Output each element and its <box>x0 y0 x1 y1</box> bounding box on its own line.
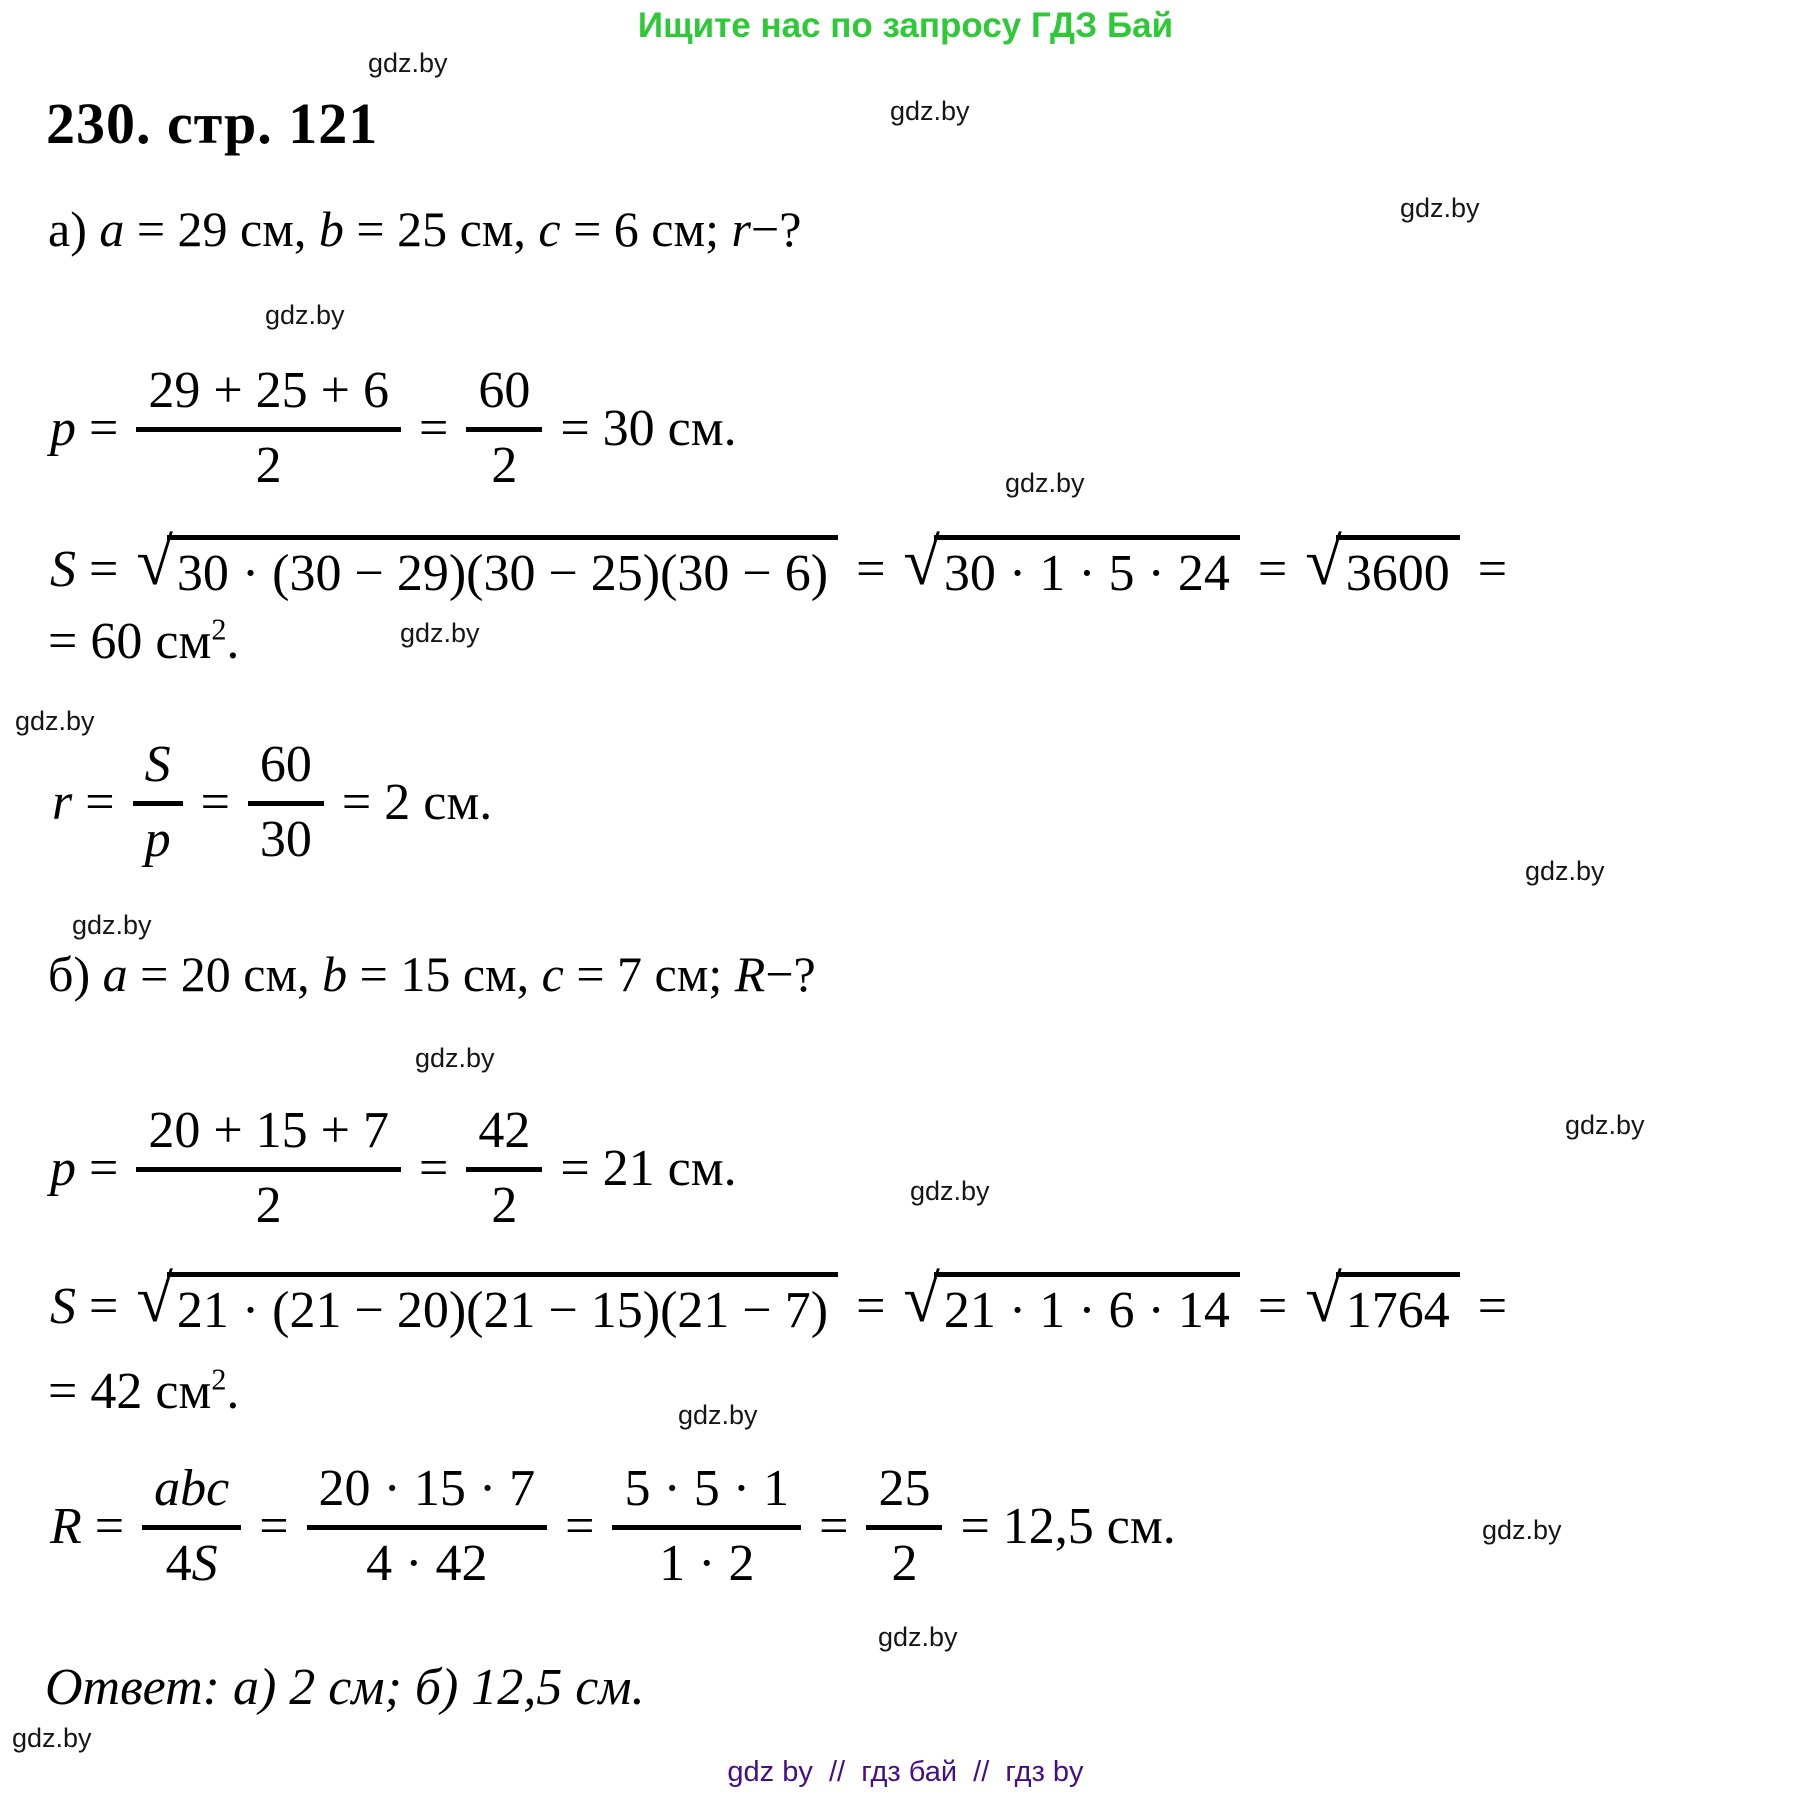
radical-sign: √ <box>903 526 940 599</box>
fraction <box>612 1460 801 1592</box>
formula-area-a-result: = 60 $см^2$. <box>48 612 240 670</box>
fraction <box>307 1460 548 1592</box>
numerator: 25 <box>866 1460 942 1530</box>
equals-sign: = <box>200 773 230 831</box>
denominator: 1 · 2 <box>659 1535 755 1593</box>
equals-sign: = <box>1257 540 1288 598</box>
numerator: S <box>133 736 183 806</box>
square-root <box>136 1263 838 1341</box>
formula-semiperimeter-a <box>50 362 737 494</box>
formula-area-a <box>50 526 1508 604</box>
formula-inradius-a <box>52 736 492 868</box>
denominator: p <box>144 811 171 869</box>
math-lead: p = <box>50 1139 119 1197</box>
numerator: 5 · 5 · 1 <box>612 1460 801 1530</box>
math-result: = 2 см. <box>341 773 493 831</box>
denominator: 4 · 42 <box>366 1535 488 1593</box>
numerator: 60 <box>248 736 324 806</box>
math-result: = 30 см. <box>560 399 737 457</box>
equals-sign: = <box>418 399 449 457</box>
math-lead: p = <box>50 399 119 457</box>
answer-line: Ответ: а) 2 см; б) 12,5 см. <box>45 1659 645 1716</box>
formula-area-b-result: = 42 $см^2$. <box>48 1362 240 1420</box>
math-result: = 12,5 см. <box>960 1497 1176 1555</box>
watermark: gdz.by <box>12 1723 92 1753</box>
radical-sign: √ <box>903 1263 940 1336</box>
radical-sign: √ <box>1305 526 1342 599</box>
square-root <box>136 526 838 604</box>
watermark: gdz.by <box>890 96 970 126</box>
radicand: 1764 <box>1336 1272 1460 1341</box>
footer-links: gdz by // гдз бай // гдз by <box>727 1756 1084 1788</box>
watermark: gdz.by <box>400 618 480 648</box>
numerator: 29 + 25 + 6 <box>136 362 401 432</box>
square-root <box>903 1263 1239 1341</box>
equals-sign: = <box>1477 540 1508 598</box>
denominator: 2 <box>255 437 282 495</box>
square-root <box>1305 526 1460 604</box>
numerator: 60 <box>466 362 542 432</box>
equals-sign: = <box>856 540 886 598</box>
denominator: 2 <box>255 1177 282 1235</box>
equals-sign: = <box>565 1497 595 1555</box>
radical-sign: √ <box>1305 1263 1342 1336</box>
math-lead: R = <box>50 1497 125 1555</box>
radicand: 3600 <box>1336 535 1460 604</box>
math-lead: S = <box>50 540 119 598</box>
fraction <box>866 1460 942 1592</box>
numerator: abc <box>142 1460 241 1530</box>
equals-sign: = <box>418 1139 449 1197</box>
fraction <box>133 736 183 868</box>
numerator: 20 + 15 + 7 <box>136 1102 401 1172</box>
radicand: 30 · 1 · 5 · 24 <box>934 535 1240 604</box>
watermark: gdz.by <box>1565 1110 1645 1140</box>
watermark: gdz.by <box>1005 468 1085 498</box>
radicand: 21 · (21 − 20)(21 − 15)(21 − 7) <box>167 1272 838 1341</box>
watermark: gdz.by <box>415 1043 495 1073</box>
watermark: gdz.by <box>1400 193 1480 223</box>
watermark: gdz.by <box>878 1622 958 1652</box>
fraction <box>136 1102 401 1234</box>
given-a: а) a = 29 см, b = 25 см, c = 6 см; r−? <box>48 201 802 257</box>
formula-area-b <box>50 1263 1508 1341</box>
denominator: 2 <box>491 1177 518 1235</box>
denominator: 4S <box>165 1535 218 1593</box>
formula-semiperimeter-b <box>50 1102 737 1234</box>
formula-circumradius-b <box>50 1460 1176 1592</box>
math-result: = 21 см. <box>560 1139 737 1197</box>
radicand: 30 · (30 − 29)(30 − 25)(30 − 6) <box>167 535 838 604</box>
equals-sign: = <box>856 1277 886 1335</box>
given-b: б) a = 20 см, b = 15 см, c = 7 см; R−? <box>48 946 816 1002</box>
fraction <box>142 1460 241 1592</box>
radical-sign: √ <box>136 526 173 599</box>
math-lead: r = <box>52 773 115 831</box>
page-title: 230. стр. 121 <box>46 91 379 156</box>
equals-sign: = <box>1477 1277 1508 1335</box>
radical-sign: √ <box>136 1263 173 1336</box>
watermark: gdz.by <box>368 48 448 78</box>
watermark: gdz.by <box>910 1176 990 1206</box>
numerator: 20 · 15 · 7 <box>307 1460 548 1530</box>
radicand: 21 · 1 · 6 · 14 <box>934 1272 1240 1341</box>
denominator: 2 <box>891 1535 918 1593</box>
fraction <box>248 736 324 868</box>
square-root <box>1305 1263 1460 1341</box>
math-lead: S = <box>50 1277 119 1335</box>
fraction <box>466 1102 542 1234</box>
denominator: 30 <box>259 811 312 869</box>
square-root <box>903 526 1239 604</box>
promo-banner: Ищите нас по запросу ГДЗ Бай <box>637 6 1174 45</box>
watermark: gdz.by <box>72 910 152 940</box>
watermark: gdz.by <box>1525 856 1605 886</box>
fraction <box>136 362 401 494</box>
denominator: 2 <box>491 437 518 495</box>
equals-sign: = <box>819 1497 849 1555</box>
watermark: gdz.by <box>15 706 95 736</box>
watermark: gdz.by <box>678 1400 758 1430</box>
equals-sign: = <box>1257 1277 1288 1335</box>
watermark: gdz.by <box>265 300 345 330</box>
numerator: 42 <box>466 1102 542 1172</box>
equals-sign: = <box>259 1497 289 1555</box>
fraction <box>466 362 542 494</box>
watermark: gdz.by <box>1482 1515 1562 1545</box>
